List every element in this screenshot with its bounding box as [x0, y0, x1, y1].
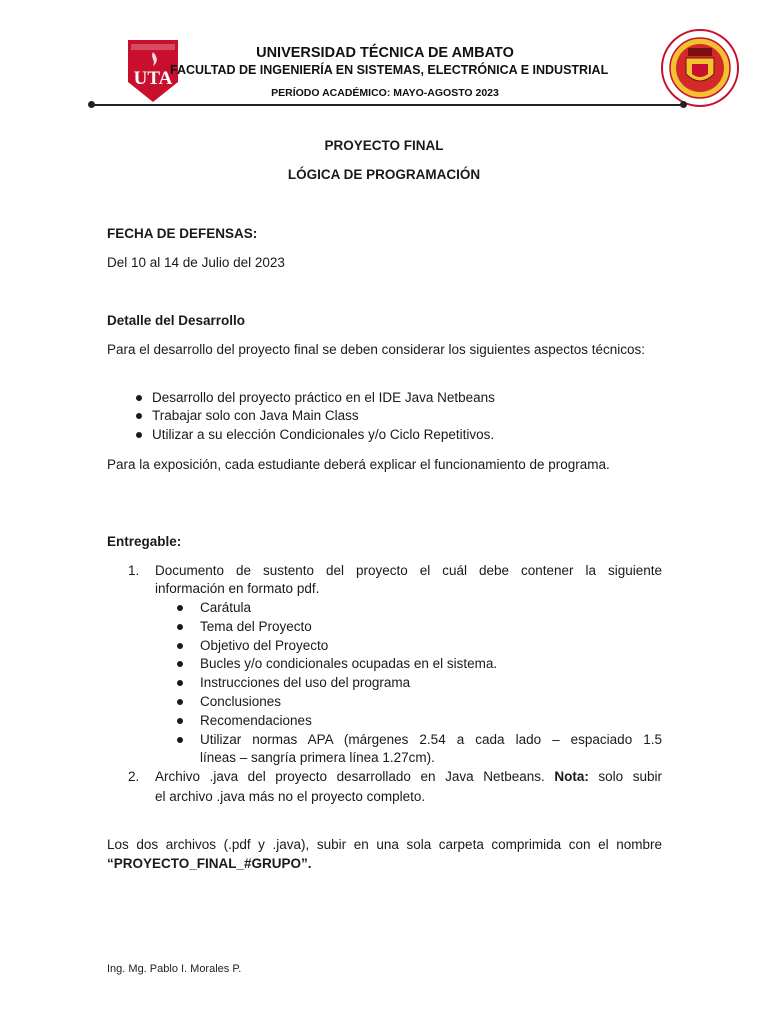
bullet-icon	[177, 661, 183, 667]
defense-heading: FECHA DE DEFENSAS:	[107, 226, 258, 241]
list-number: 1.	[128, 563, 140, 578]
sub-item: Tema del Proyecto	[200, 619, 312, 634]
development-item: Desarrollo del proyecto práctico en el IDE Java Netbeans	[152, 390, 495, 405]
apa-rule: Utilizar normas APA (márgenes 2.54 a cada lado – espaciado 1.5	[200, 732, 662, 747]
header-rule-end-right	[680, 101, 687, 108]
bullet-icon	[177, 643, 183, 649]
sub-item: Objetivo del Proyecto	[200, 638, 329, 653]
bullet-icon	[136, 413, 142, 419]
bullet-icon	[177, 624, 183, 630]
defense-dates: Del 10 al 14 de Julio del 2023	[107, 255, 285, 270]
deliverable-item-2	[155, 768, 662, 786]
logo-text: UTA	[133, 68, 173, 89]
bullet-icon	[177, 718, 183, 724]
development-intro: Para el desarrollo del proyecto final se deben considerar los siguientes aspectos técnicos:	[107, 342, 646, 357]
footer-author: Ing. Mg. Pablo I. Morales P.	[107, 963, 242, 975]
bullet-icon	[177, 699, 183, 705]
deliverable-item-1-cont: información en formato pdf.	[155, 581, 320, 596]
bullet-icon	[177, 737, 183, 743]
bullet-icon	[177, 605, 183, 611]
university-name: UNIVERSIDAD TÉCNICA DE AMBATO	[256, 45, 514, 61]
academic-period: PERÍODO ACADÉMICO: MAYO-AGOSTO 2023	[271, 87, 499, 99]
faculty-name: FACULTAD DE INGENIERÍA EN SISTEMAS, ELECTRÓNICA E INDUSTRIAL	[170, 63, 609, 77]
development-heading: Detalle del Desarrollo	[107, 313, 246, 328]
deliverable-item-2-text: Archivo .java del proyecto desarrollado en Java Netbeans.	[155, 769, 555, 784]
sub-item: Instrucciones del uso del programa	[200, 675, 411, 690]
development-item: Utilizar a su elección Condicionales y/o Ciclo Repetitivos.	[152, 427, 495, 442]
sub-item: Recomendaciones	[200, 713, 312, 728]
bullet-icon	[136, 395, 142, 401]
exposition-text: Para la exposición, cada estudiante deberá explicar el funcionamiento de programa.	[107, 457, 610, 472]
bullet-icon	[177, 680, 183, 686]
doc-subtitle: LÓGICA DE PROGRAMACIÓN	[287, 167, 481, 182]
closing-text: Los dos archivos (.pdf y .java), subir en una sola carpeta comprimida con el nombre	[107, 837, 662, 852]
deliverable-item-2-cont: el archivo .java más no el proyecto completo.	[155, 789, 426, 804]
bullet-icon	[136, 432, 142, 438]
note-label: Nota:	[554, 769, 589, 784]
note-text: solo subir	[588, 769, 663, 784]
apa-rule-cont: líneas – sangría primera línea 1.27cm).	[200, 750, 435, 765]
sub-item: Carátula	[200, 600, 252, 615]
faculty-seal	[658, 28, 742, 108]
development-item: Trabajar solo con Java Main Class	[152, 408, 359, 423]
deliverable-item-1: Documento de sustento del proyecto el cuál debe contener la siguiente	[155, 563, 662, 578]
sub-item: Conclusiones	[200, 694, 282, 709]
archive-name: “PROYECTO_FINAL_#GRUPO”.	[107, 856, 312, 871]
sub-item: Bucles y/o condicionales ocupadas en el sistema.	[200, 656, 498, 671]
header-rule	[92, 104, 682, 106]
deliverable-heading: Entregable:	[107, 534, 182, 549]
doc-title: PROYECTO FINAL	[324, 138, 444, 153]
list-number: 2.	[128, 769, 140, 784]
